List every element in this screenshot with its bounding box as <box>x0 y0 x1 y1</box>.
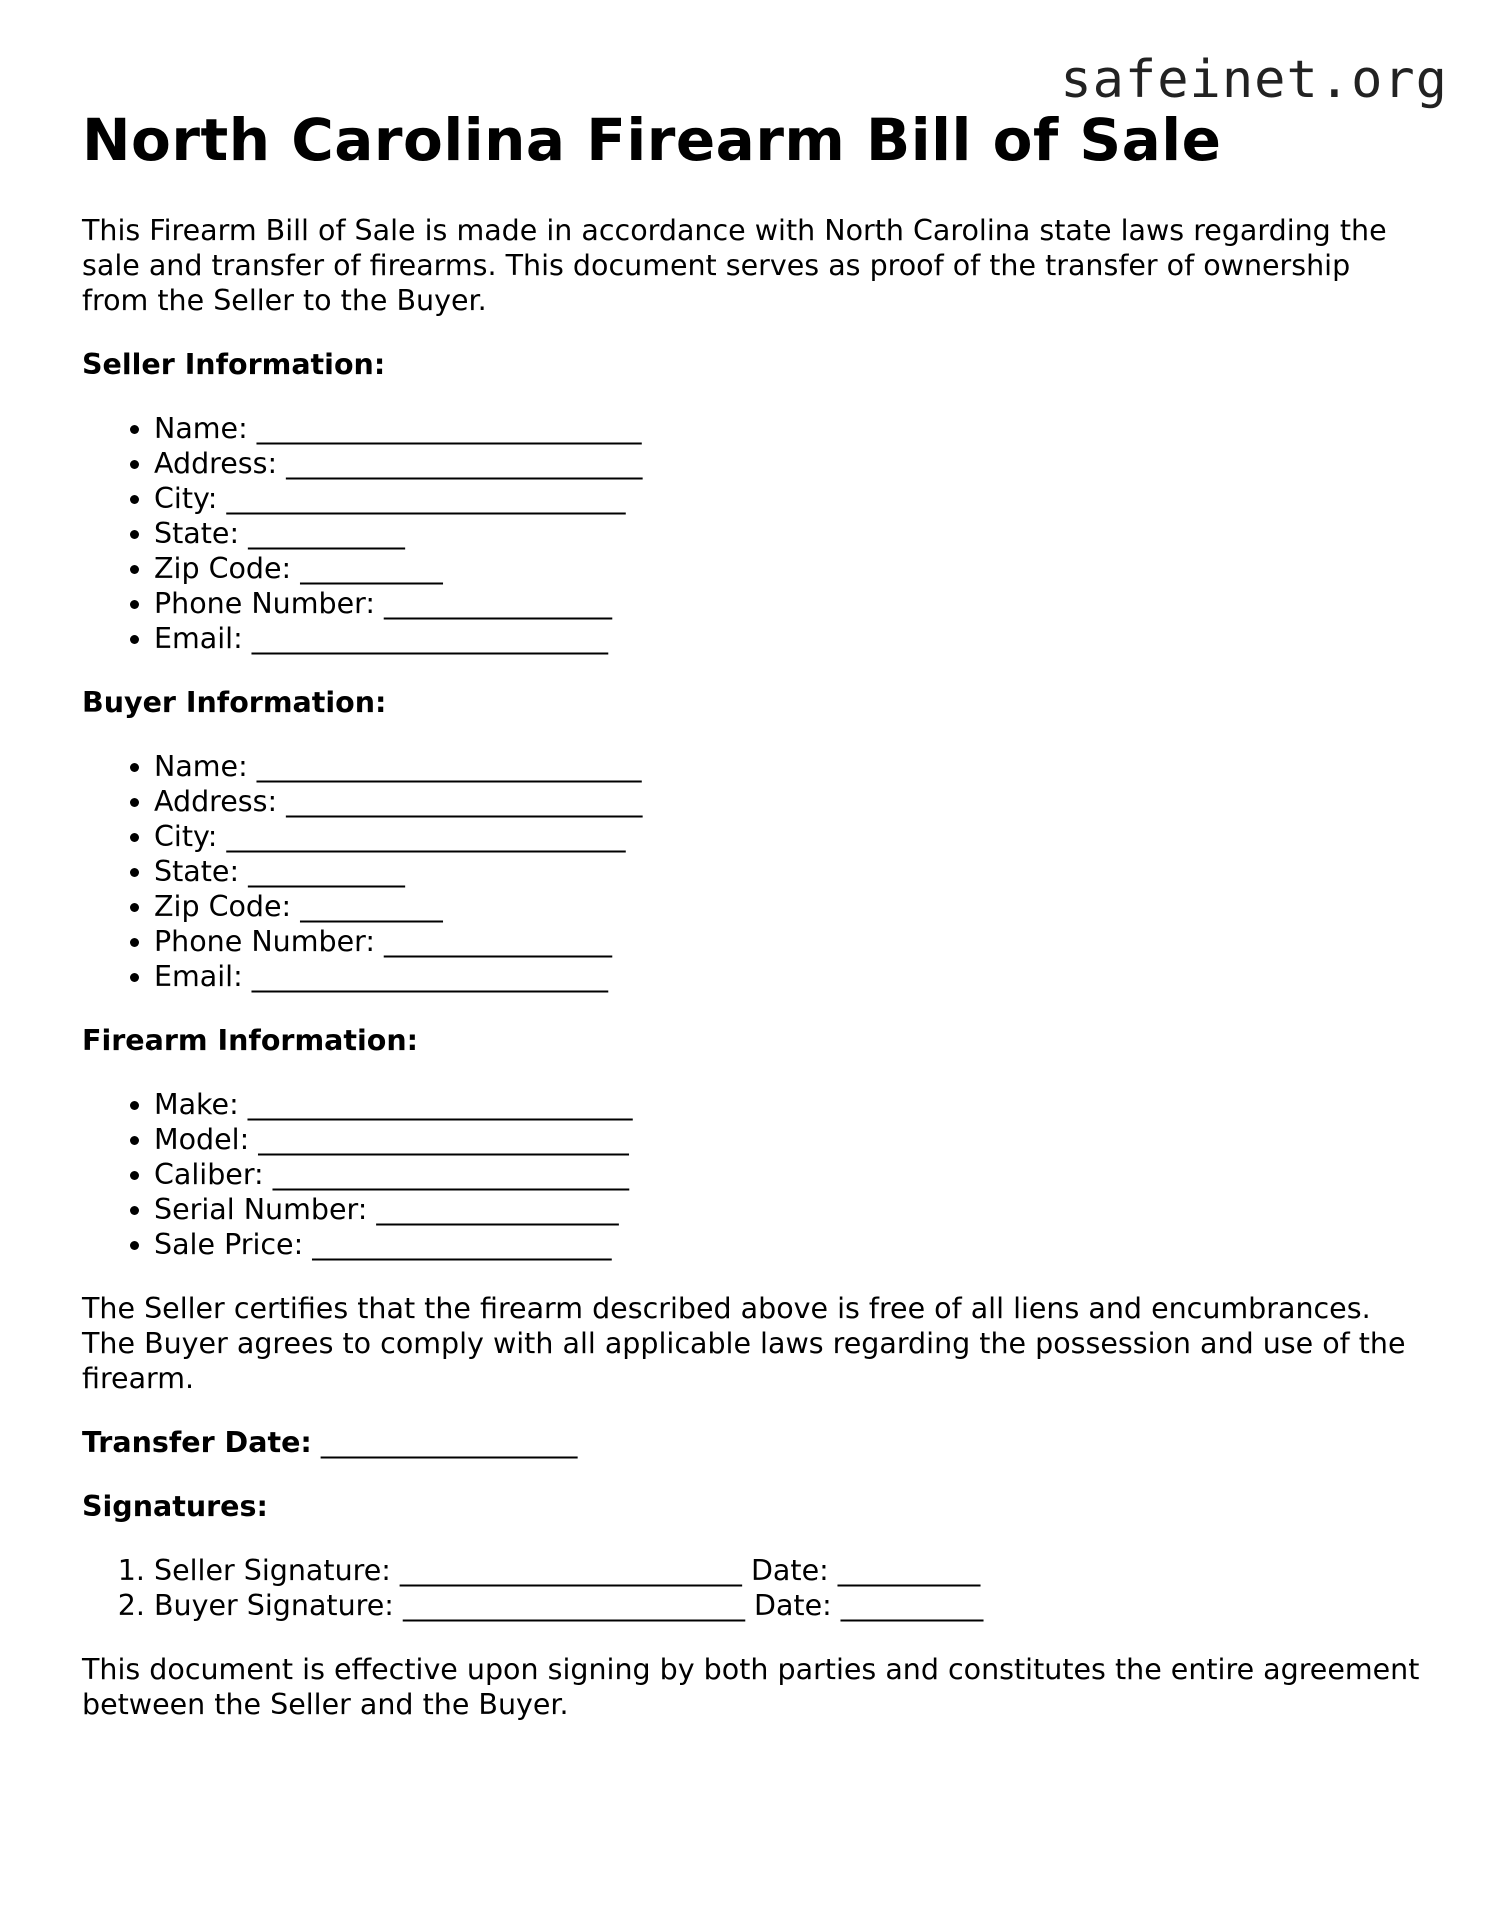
seller-name-field: • Name: ___________________________ <box>154 411 1422 446</box>
firearm-fields <box>82 1087 1422 1262</box>
watermark: safeinet.org <box>1060 50 1448 110</box>
seller-email-field: • Email: _________________________ <box>154 621 1422 656</box>
signatures-heading: Signatures: <box>82 1490 268 1523</box>
buyer-email-field: • Email: _________________________ <box>154 959 1422 994</box>
firearm-caliber-field: • Caliber: _________________________ <box>154 1157 1422 1192</box>
firearm-heading: Firearm Information: <box>82 1024 419 1057</box>
document <box>82 105 1422 1722</box>
closing-paragraph: This document is effective upon signing by both parties and constitutes the entire agreement between the Seller and the Buyer. <box>82 1653 1420 1721</box>
buyer-fields <box>82 749 1422 994</box>
buyer-signature-line: 2. Buyer Signature: ________________________ Date: __________ <box>154 1588 1422 1623</box>
certification-paragraph: The Seller certifies that the firearm described above is free of all liens and encumbrances. The Buyer agrees to comply with all applicable laws regarding the possession and use of the firearm. <box>82 1292 1406 1395</box>
transfer-date-label: Transfer Date: <box>82 1426 312 1459</box>
seller-address-field: • Address: _________________________ <box>154 446 1422 481</box>
buyer-phone-field: • Phone Number: ________________ <box>154 924 1422 959</box>
seller-fields <box>82 411 1422 656</box>
firearm-model-field: • Model: __________________________ <box>154 1122 1422 1157</box>
transfer-date-line <box>82 1425 1422 1460</box>
seller-phone-field: • Phone Number: ________________ <box>154 586 1422 621</box>
firearm-price-field: • Sale Price: _____________________ <box>154 1227 1422 1262</box>
buyer-heading: Buyer Information: <box>82 686 387 719</box>
intro-paragraph: This Firearm Bill of Sale is made in accordance with North Carolina state laws regarding the sale and transfer of firearms. This document serves as proof of the transfer of ownership from the Seller to the Buyer. <box>82 214 1387 317</box>
signature-list <box>82 1553 1422 1623</box>
buyer-zip-field: • Zip Code: __________ <box>154 889 1422 924</box>
buyer-state-field: • State: ___________ <box>154 854 1422 889</box>
buyer-address-field: • Address: _________________________ <box>154 784 1422 819</box>
seller-signature-line: 1. Seller Signature: ________________________ Date: __________ <box>154 1553 1422 1588</box>
seller-state-field: • State: ___________ <box>154 516 1422 551</box>
buyer-name-field: • Name: ___________________________ <box>154 749 1422 784</box>
seller-city-field: • City: ____________________________ <box>154 481 1422 516</box>
firearm-serial-field: • Serial Number: _________________ <box>154 1192 1422 1227</box>
seller-heading: Seller Information: <box>82 348 386 381</box>
transfer-date-blank: __________________ <box>320 1426 578 1459</box>
buyer-city-field: • City: ____________________________ <box>154 819 1422 854</box>
firearm-make-field: • Make: ___________________________ <box>154 1087 1422 1122</box>
seller-zip-field: • Zip Code: __________ <box>154 551 1422 586</box>
page-title: North Carolina Firearm Bill of Sale <box>82 106 1222 174</box>
